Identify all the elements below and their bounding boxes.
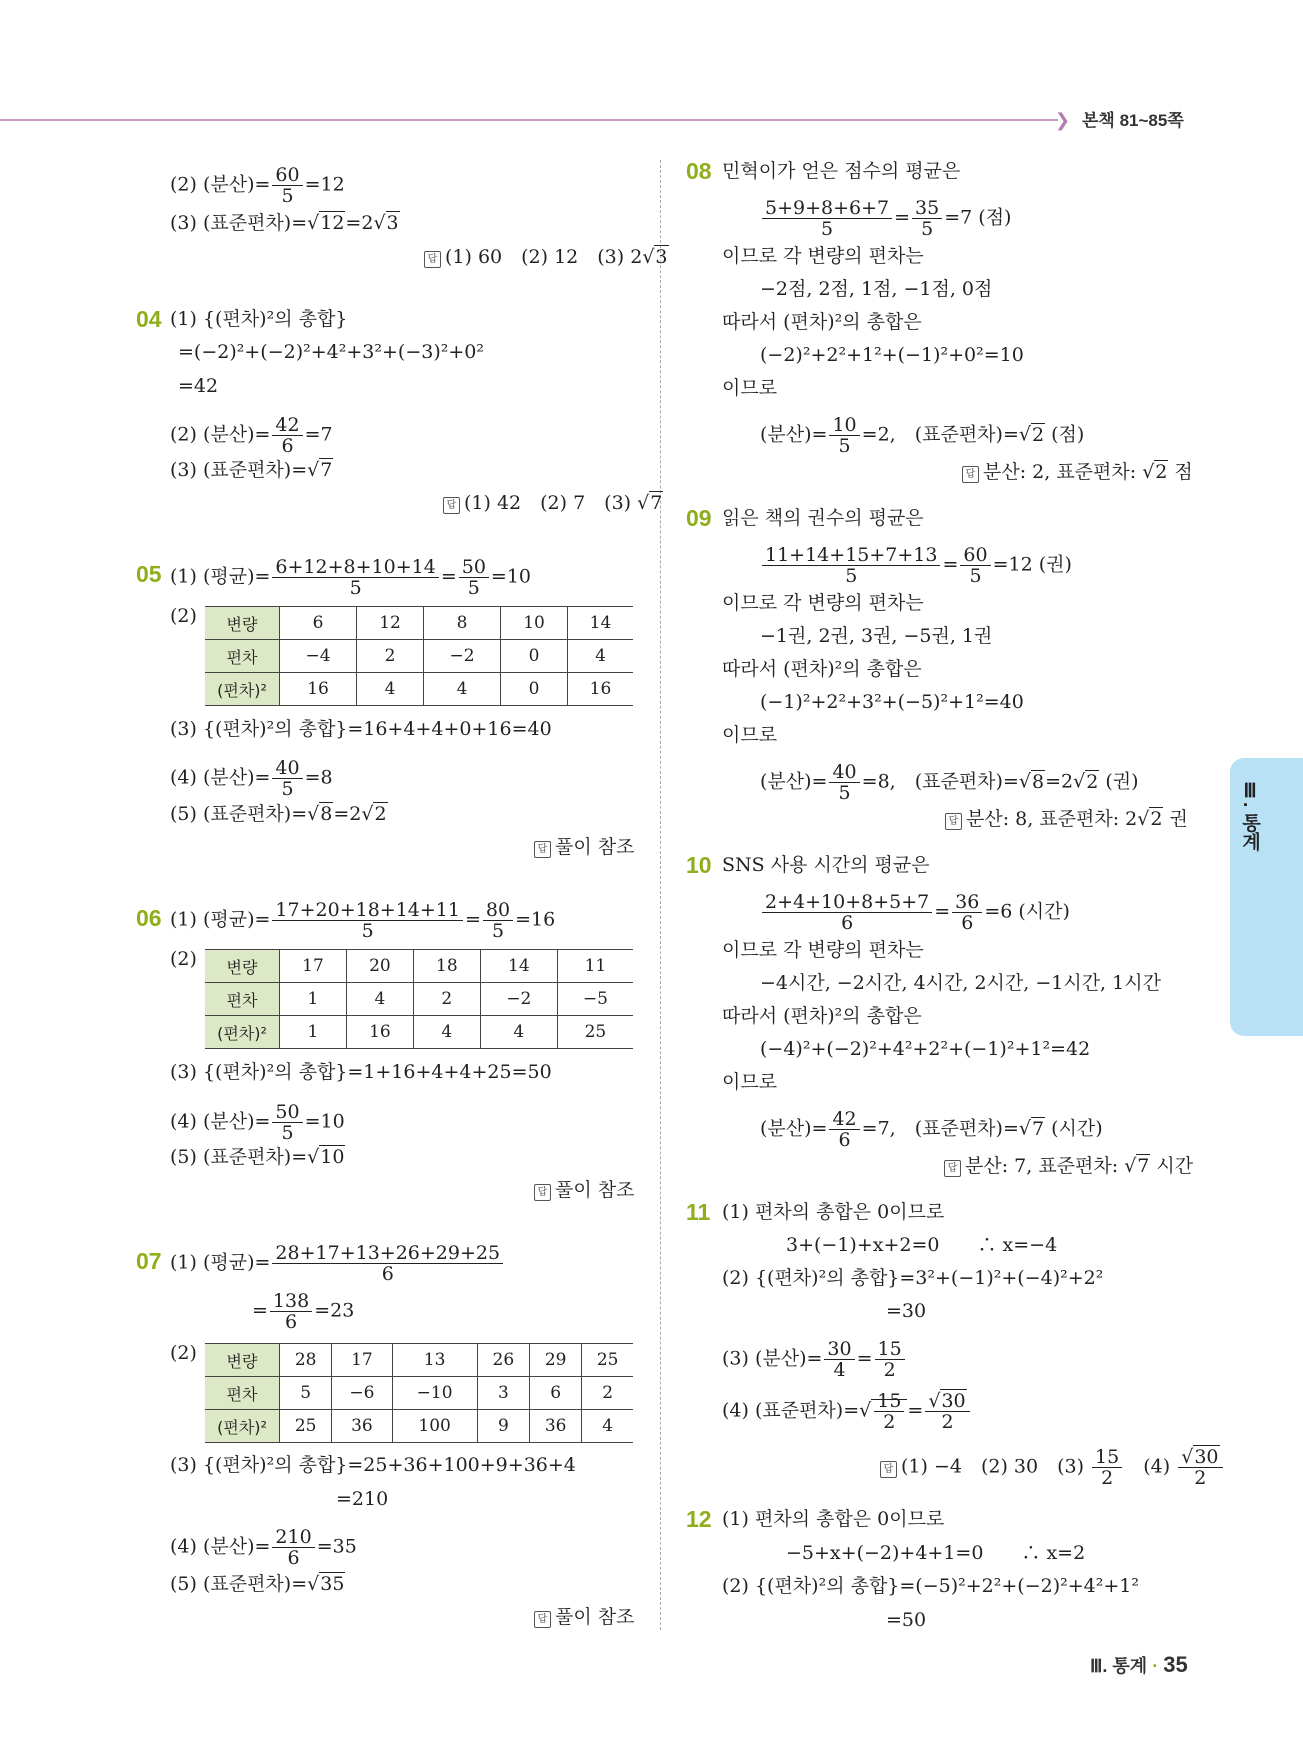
p07-line-5: (5) (표준편차)=√35 <box>170 1573 345 1595</box>
p05-line-5: (5) (표준편차)=√8=2√2 <box>170 803 387 825</box>
problem-number-08: 08 <box>686 158 712 184</box>
p11-line-5: (3) (분산)= $\frac{30}{4}$ = $\frac{15}{2}$ <box>722 1339 907 1380</box>
table-row <box>205 673 633 706</box>
table-row-label: (편차)² <box>205 1410 280 1443</box>
p11-line-6: (4) (표준편차)=√ $\frac{15}{2}$ = $\frac{√30}{2}$ <box>722 1391 972 1432</box>
table-cell: 20 <box>346 950 413 983</box>
p12-line-3: (2) {(편차)²의 총합}=(−5)²+2²+(−2)²+4²+1² <box>722 1575 1139 1597</box>
answer-icon: 답 <box>945 813 962 830</box>
table-cell: 14 <box>480 950 557 983</box>
p09-line-3: 이므로 각 변량의 편차는 <box>722 592 924 614</box>
p09-line-7: 이므로 <box>722 724 778 746</box>
table-cell: 4 <box>357 673 424 706</box>
problem-number-04: 04 <box>136 306 162 332</box>
p04-line-4: (2) (분산)= $\frac{42}{6}$ =7 <box>170 414 333 457</box>
p12-line-4: =50 <box>886 1609 927 1631</box>
table-row-label: 변량 <box>205 1344 280 1377</box>
table-cell: 9 <box>477 1410 529 1443</box>
table-row-label: 편차 <box>205 640 280 673</box>
p07-line-3b: =210 <box>336 1488 389 1510</box>
page-number: 35 <box>1163 1652 1188 1677</box>
answer-icon: 답 <box>534 1611 551 1628</box>
p05-line-4: (4) (분산)= $\frac{40}{5}$ =8 <box>170 757 333 800</box>
table-cell: 4 <box>413 1016 480 1049</box>
footer-section: Ⅲ. 통계 <box>1090 1656 1148 1676</box>
table-cell: 16 <box>280 673 357 706</box>
p07-line-1b: = $\frac{138}{6}$ =23 <box>252 1290 355 1333</box>
table-cell: 8 <box>424 607 501 640</box>
p09-line-5: 따라서 (편차)²의 총합은 <box>722 658 922 680</box>
p06-line-4: (4) (분산)= $\frac{50}{5}$ =10 <box>170 1101 345 1144</box>
p09-line-8: (분산)= $\frac{40}{5}$ =8, (표준편차)=√8=2√2 (권) <box>760 761 1139 804</box>
p10-line-3: 이므로 각 변량의 편차는 <box>722 939 924 961</box>
table-cell: 29 <box>530 1344 582 1377</box>
table-cell: 5 <box>280 1377 332 1410</box>
p10-answer: 답 분산: 7, 표준편차: √7 시간 <box>944 1154 1193 1178</box>
table-cell: 25 <box>557 1016 633 1049</box>
p06-line-3: (3) {(편차)²의 총합}=1+16+4+4+25=50 <box>170 1061 552 1083</box>
table-row-label: 편차 <box>205 1377 280 1410</box>
p07-table-label: (2) <box>170 1342 197 1364</box>
answer-icon: 답 <box>944 1160 961 1177</box>
p11-line-4: =30 <box>886 1300 927 1322</box>
p10-line-7: 이므로 <box>722 1071 778 1093</box>
p05-answer: 답 풀이 참조 <box>534 835 634 859</box>
table-row-label: 변량 <box>205 950 280 983</box>
table-cell: 2 <box>413 983 480 1016</box>
table-cell: 6 <box>280 607 357 640</box>
p06-line-1: (1) (평균)= $\frac{17+20+18+14+11}{5}$ = $\frac{80}{5}$ =16 <box>170 899 556 942</box>
table-cell: 17 <box>280 950 347 983</box>
table-row <box>205 983 633 1016</box>
p10-line-1: SNS 사용 시간의 평균은 <box>722 854 930 876</box>
p04-line-2: =(−2)²+(−2)²+4²+3²+(−3)²+0² <box>178 341 484 363</box>
p08-line-2: $\frac{5+9+8+6+7}{5}$ = $\frac{35}{5}$ =7 (점) <box>760 198 1011 239</box>
p06-table-label: (2) <box>170 948 197 970</box>
p09-line-2: $\frac{11+14+15+7+13}{5}$ = $\frac{60}{5}$ =12 (권) <box>760 545 1072 586</box>
table-cell: 0 <box>501 640 568 673</box>
p03-answer: 답 (1) 60 (2) 12 (3) 2√3 <box>424 245 669 269</box>
table-cell: −6 <box>332 1377 392 1410</box>
p04-line-3: =42 <box>178 375 219 397</box>
p06-answer: 답 풀이 참조 <box>534 1178 634 1202</box>
problem-number-05: 05 <box>136 561 162 587</box>
table-cell: 1 <box>280 1016 347 1049</box>
p10-line-8: (분산)= $\frac{42}{6}$ =7, (표준편차)=√7 (시간) <box>760 1108 1103 1151</box>
footer <box>1090 1652 1188 1678</box>
p08-answer: 답 분산: 2, 표준편차: √2 점 <box>962 460 1193 484</box>
problem-number-11: 11 <box>686 1199 711 1225</box>
p10-line-5: 따라서 (편차)²의 총합은 <box>722 1005 922 1027</box>
p08-line-1: 민혁이가 얻은 점수의 평균은 <box>722 160 961 182</box>
table-row <box>205 640 633 673</box>
footer-bullet: · <box>1152 1656 1164 1676</box>
answer-icon: 답 <box>962 466 979 483</box>
answer-icon: 답 <box>424 251 441 268</box>
table-row <box>205 1016 633 1049</box>
table-cell: 4 <box>582 1410 633 1443</box>
table-cell: 12 <box>357 607 424 640</box>
table-cell: −2 <box>480 983 557 1016</box>
p12-line-2: −5+x+(−2)+4+1=0 ∴ x=2 <box>786 1542 1086 1564</box>
p07-answer: 답 풀이 참조 <box>534 1605 634 1629</box>
p11-line-2: 3+(−1)+x+2=0 ∴ x=−4 <box>786 1234 1058 1256</box>
table-cell: 2 <box>582 1377 633 1410</box>
table-row-label: 변량 <box>205 607 280 640</box>
p06-deviation-table <box>205 949 633 1049</box>
problem-number-09: 09 <box>686 505 712 531</box>
problem-number-10: 10 <box>686 852 712 878</box>
table-cell: 6 <box>530 1377 582 1410</box>
table-cell: 10 <box>501 607 568 640</box>
table-cell: −4 <box>280 640 357 673</box>
table-row <box>205 1410 633 1443</box>
table-cell: 25 <box>280 1410 332 1443</box>
table-row-label: (편차)² <box>205 673 280 706</box>
p03-line-3: (3) (표준편차)=√12=2√3 <box>170 212 399 234</box>
answer-icon: 답 <box>534 841 551 858</box>
p11-line-1: (1) 편차의 총합은 0이므로 <box>722 1201 945 1223</box>
table-cell: 18 <box>413 950 480 983</box>
p08-line-5: 따라서 (편차)²의 총합은 <box>722 311 922 333</box>
p09-answer: 답 분산: 8, 표준편차: 2√2 권 <box>945 807 1188 831</box>
p06-line-5: (5) (표준편차)=√10 <box>170 1146 345 1168</box>
p04-line-5: (3) (표준편차)=√7 <box>170 459 333 481</box>
p05-line-1: (1) (평균)= $\frac{6+12+8+10+14}{5}$ = $\frac{50}{5}$ =10 <box>170 556 532 599</box>
p08-line-6: (−2)²+2²+1²+(−1)²+0²=10 <box>760 344 1024 366</box>
table-row <box>205 950 633 983</box>
table-cell: 28 <box>280 1344 332 1377</box>
p10-line-2: $\frac{2+4+10+8+5+7}{6}$ = $\frac{36}{6}$ =6 (시간) <box>760 892 1070 933</box>
right-column <box>672 0 1219 1757</box>
table-cell: −2 <box>424 640 501 673</box>
answer-icon: 답 <box>534 1184 551 1201</box>
table-cell: 17 <box>332 1344 392 1377</box>
p07-line-4: (4) (분산)= $\frac{210}{6}$ =35 <box>170 1526 357 1569</box>
table-cell: 36 <box>332 1410 392 1443</box>
p03-line-2: (2) (분산)= $\frac{60}{5}$ =12 <box>170 164 345 207</box>
p05-line-3: (3) {(편차)²의 총합}=16+4+4+0+16=40 <box>170 718 552 740</box>
p05-deviation-table <box>205 606 633 706</box>
table-cell: 26 <box>477 1344 529 1377</box>
table-cell: 4 <box>568 640 634 673</box>
problem-number-12: 12 <box>686 1506 712 1532</box>
table-cell: 25 <box>582 1344 633 1377</box>
table-row <box>205 1377 633 1410</box>
answer-icon: 답 <box>880 1461 897 1478</box>
column-divider <box>660 160 661 1630</box>
answer-icon: 답 <box>443 497 460 514</box>
table-cell: 100 <box>392 1410 477 1443</box>
side-tab-label: Ⅲ. 통계 <box>1239 780 1260 851</box>
table-cell: 3 <box>477 1377 529 1410</box>
table-cell: 36 <box>530 1410 582 1443</box>
table-cell: 11 <box>557 950 633 983</box>
table-cell: 16 <box>346 1016 413 1049</box>
table-cell: 1 <box>280 983 347 1016</box>
p07-deviation-table <box>205 1343 633 1443</box>
table-cell: −10 <box>392 1377 477 1410</box>
p09-line-6: (−1)²+2²+3²+(−5)²+1²=40 <box>760 691 1024 713</box>
table-cell: −5 <box>557 983 633 1016</box>
table-row <box>205 607 633 640</box>
p11-line-3: (2) {(편차)²의 총합}=3²+(−1)²+(−4)²+2² <box>722 1267 1104 1289</box>
p10-line-6: (−4)²+(−2)²+4²+2²+(−1)²+1²=42 <box>760 1038 1091 1060</box>
table-row-label: (편차)² <box>205 1016 280 1049</box>
p08-line-8: (분산)= $\frac{10}{5}$ =2, (표준편차)=√2 (점) <box>760 414 1085 457</box>
table-cell: 4 <box>480 1016 557 1049</box>
p11-answer: 답 (1) −4 (2) 30 (3) $\frac{15}{2}$ (4) $\frac{√30}{2}$ <box>880 1447 1225 1488</box>
table-cell: 4 <box>346 983 413 1016</box>
table-row <box>205 1344 633 1377</box>
p12-line-1: (1) 편차의 총합은 0이므로 <box>722 1508 945 1530</box>
p04-line-1: (1) {(편차)²의 총합} <box>170 308 348 330</box>
table-cell: 2 <box>357 640 424 673</box>
problem-number-06: 06 <box>136 905 162 931</box>
p09-line-4: −1권, 2권, 3권, −5권, 1권 <box>760 625 993 647</box>
p07-line-3: (3) {(편차)²의 총합}=25+36+100+9+36+4 <box>170 1454 576 1476</box>
table-cell: 0 <box>501 673 568 706</box>
p04-answer: 답 (1) 42 (2) 7 (3) √7 <box>443 491 663 515</box>
p07-line-1: (1) (평균)= $\frac{28+17+13+26+29+25}{6}$ <box>170 1243 505 1284</box>
p08-line-4: −2점, 2점, 1점, −1점, 0점 <box>760 278 993 300</box>
p10-line-4: −4시간, −2시간, 4시간, 2시간, −1시간, 1시간 <box>760 972 1161 994</box>
p08-line-3: 이므로 각 변량의 편차는 <box>722 245 924 267</box>
table-cell: 16 <box>568 673 634 706</box>
table-cell: 13 <box>392 1344 477 1377</box>
p09-line-1: 읽은 책의 권수의 평균은 <box>722 507 924 529</box>
p05-table-label: (2) <box>170 605 197 627</box>
problem-number-07: 07 <box>136 1248 162 1274</box>
header-page-reference: 본책 81~85쪽 <box>1082 111 1184 130</box>
table-row-label: 편차 <box>205 983 280 1016</box>
p08-line-7: 이므로 <box>722 377 778 399</box>
table-cell: 4 <box>424 673 501 706</box>
header-arrow-icon: ❯ <box>1055 110 1071 131</box>
table-cell: 14 <box>568 607 634 640</box>
